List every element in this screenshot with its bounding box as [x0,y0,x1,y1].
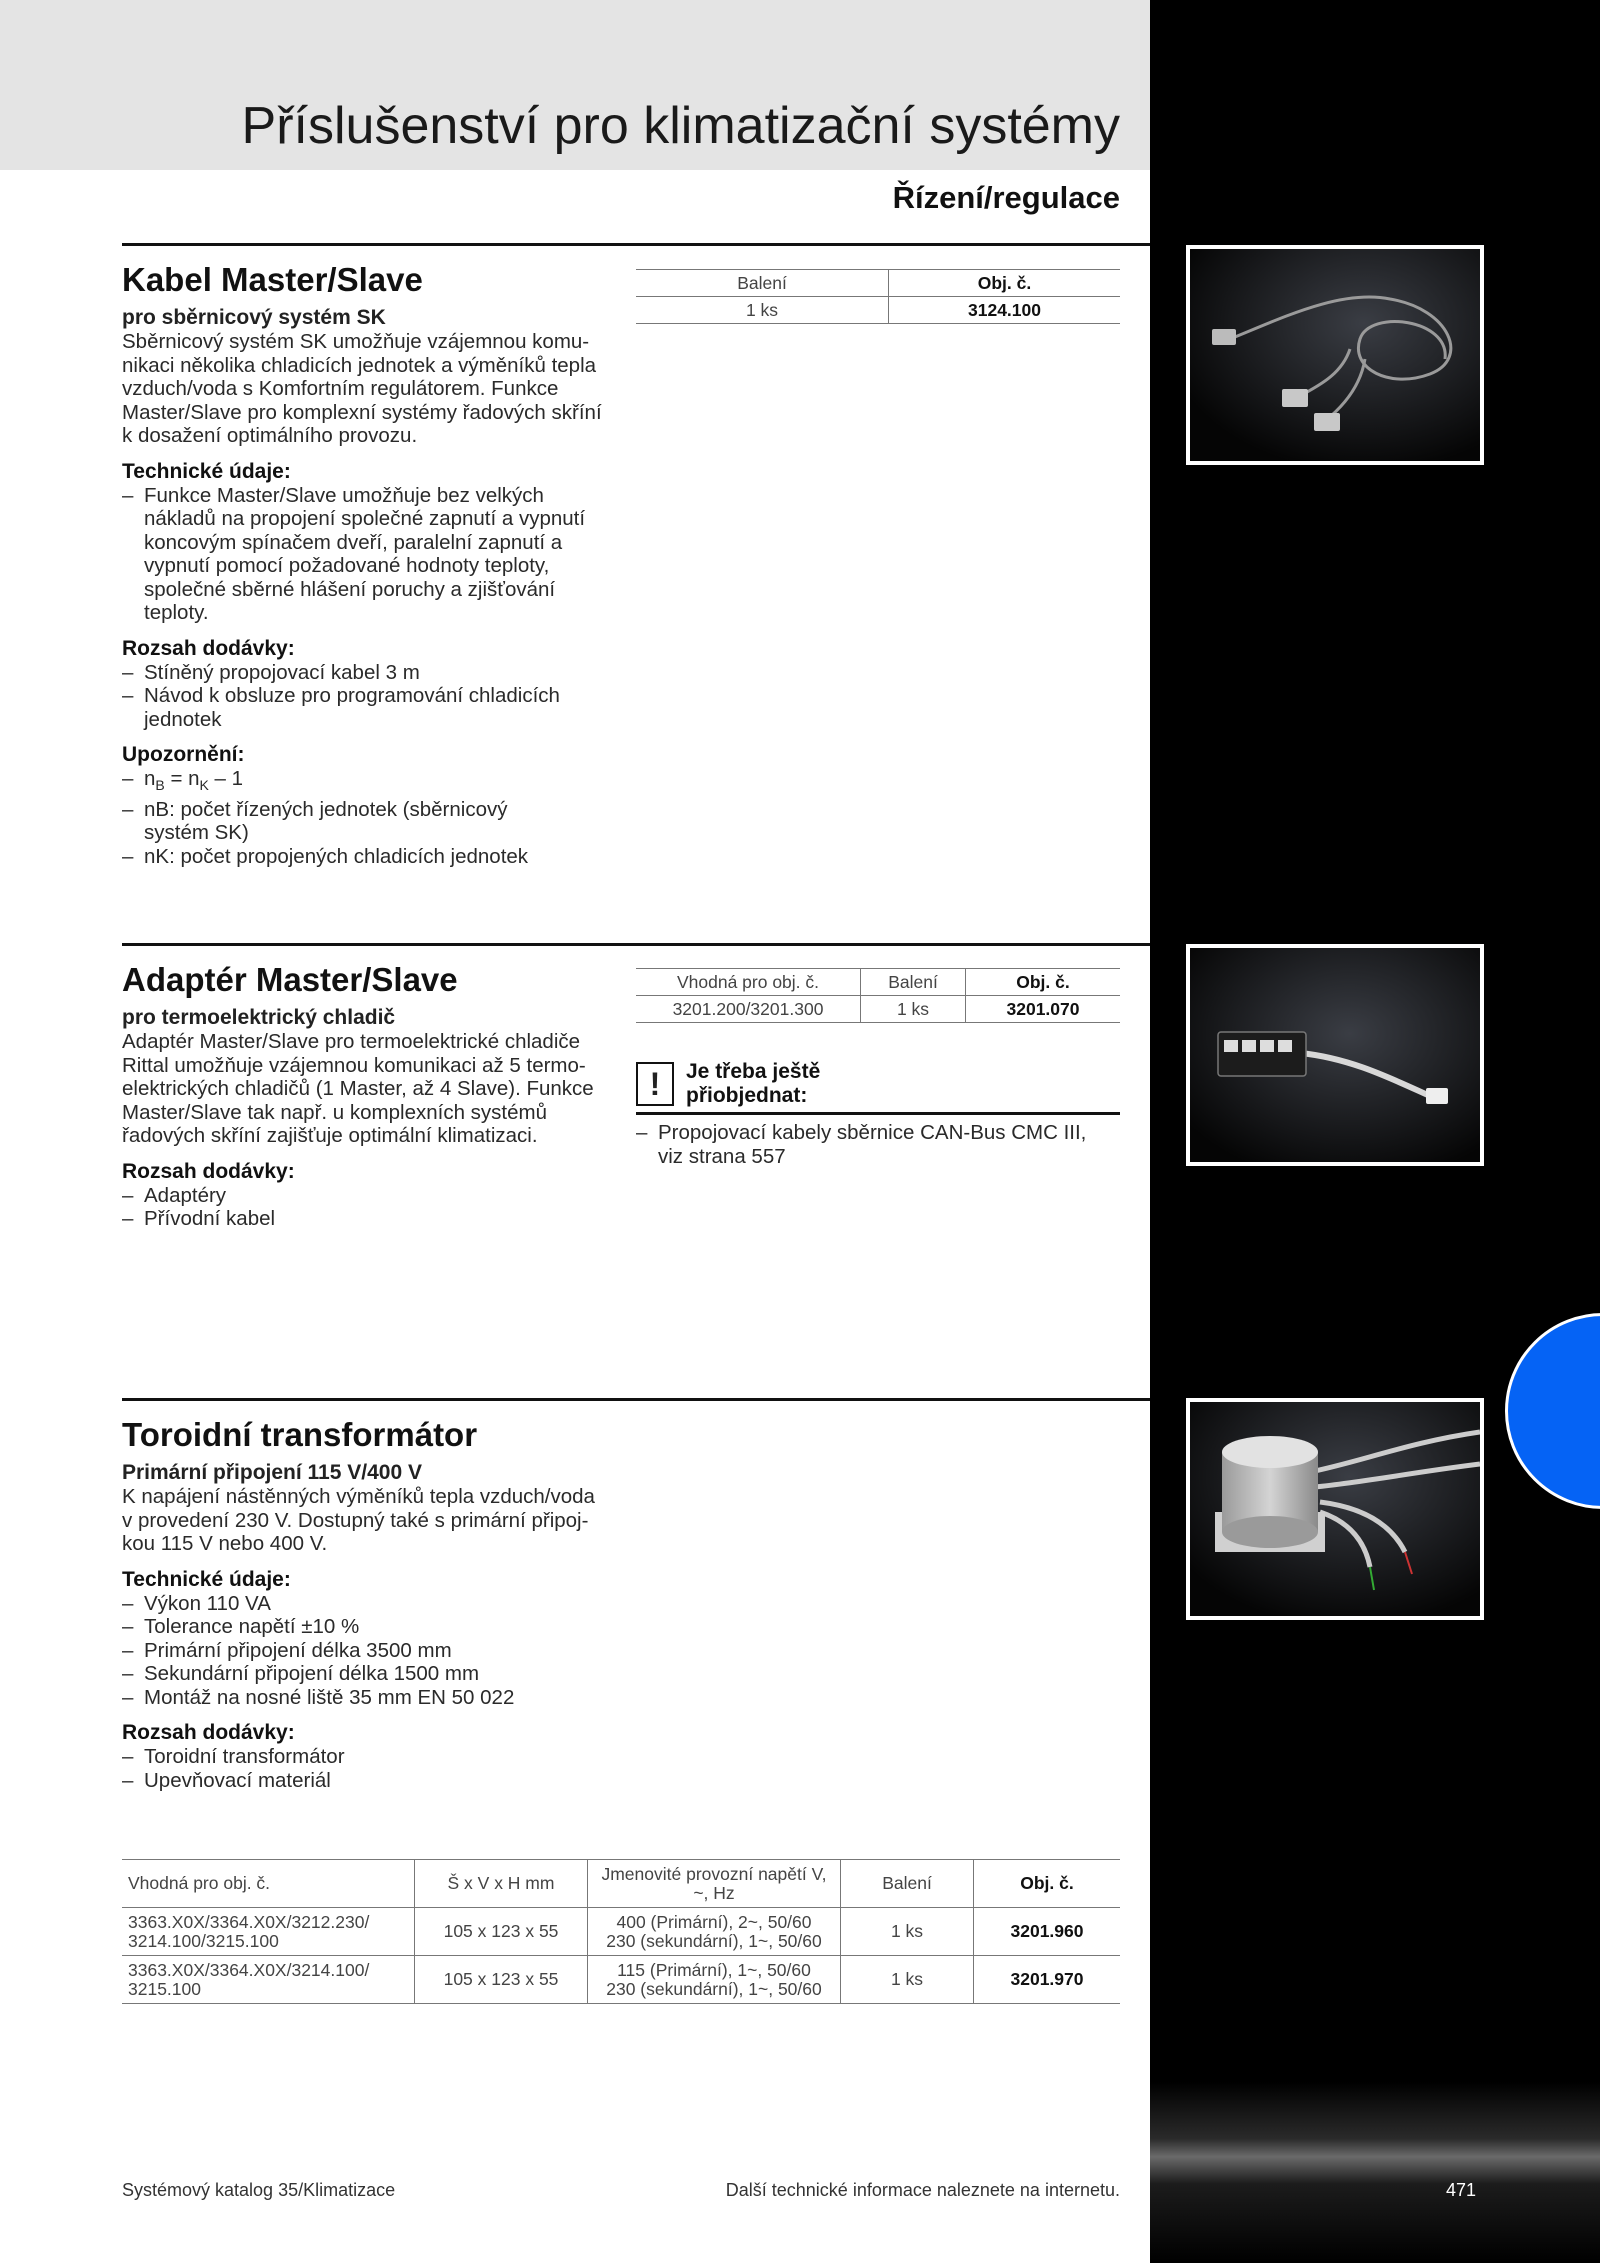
order-number: 3201.970 [974,1956,1121,2004]
note-list [122,767,612,868]
table-header: Obj. č. [974,1860,1121,1908]
section-subtitle: Primární připojení 115 V/400 V [122,1461,422,1484]
scope-heading: Rozsah dodávky: [122,1721,295,1744]
list-item: – Sekundární připojení délka 1500 mm [122,1662,622,1686]
table-header: Vhodná pro obj. č. [128,1873,271,1893]
table-cell: 3363.X0X/3364.X0X/3212.230/ 3214.100/3215.100 [128,1911,370,1951]
scope-list [122,1745,622,1792]
table-cell: 1 ks [841,1956,974,2004]
section-title: Adaptér Master/Slave [122,961,458,998]
scope-list [122,1184,622,1231]
section-title: Toroidní transformátor [122,1416,478,1453]
scope-heading: Rozsah dodávky: [122,636,295,660]
table-header: Balení [841,1860,974,1908]
product-photo-adapter [1186,944,1484,1166]
transformer-image [1190,1402,1480,1616]
page-subtitle: Řízení/regulace [892,180,1120,215]
note-heading: Upozornění: [122,743,245,766]
tech-list [122,484,612,625]
table-cell: 1 ks [745,299,779,320]
table-cell: 115 (Primární), 1~, 50/60 230 (sekundární), 1~, 50/60 [588,1956,841,2004]
table-header: Obj. č. [966,969,1121,996]
table-cell: 3201.200/3201.300 [672,998,824,1019]
table-header: Obj. č. [889,270,1121,297]
list-item: – Výkon 110 VA [122,1592,622,1616]
list-item: – Montáž na nosné liště 35 mm EN 50 022 [122,1686,622,1710]
table-row [122,1956,1120,2004]
section-divider [122,1398,1150,1401]
product-photo-cable [1186,245,1484,465]
table-header: Š x V x H mm [415,1860,588,1908]
exclamation-icon: ! [636,1062,674,1106]
order-note-list [636,1121,1120,1168]
cable-image [1190,249,1480,461]
table-cell: 1 ks [861,996,966,1023]
section-subtitle: pro sběrnicový systém SK [122,306,386,329]
page-number: 471 [1446,2180,1477,2200]
section-divider [122,943,1150,946]
tech-list [122,1592,622,1710]
table-row [636,996,1120,1023]
section-kabel [122,260,612,868]
kabel-order-table [636,269,1120,324]
list-item: – Upevňovací materiál [122,1769,622,1793]
footer-catalog-name: Systémový katalog 35/Klimatizace [122,2180,396,2200]
tech-heading: Technické údaje: [122,1567,291,1591]
table-header: Balení [737,272,787,293]
section-adapter [122,960,622,1231]
table-cell: 400 (Primární), 2~, 50/60 230 (sekundární), 1~, 50/60 [588,1908,841,1956]
section-description: Sběrnicový systém SK umožňuje vzájemnou komu- nikaci několika chladicích jednotek a výměníků tepla vzduch/voda s Komfortním regulátorem. Funkce Master/Slave pro komplexní systémy řadových skříní k dosažení optimálního provozu. [122,330,602,447]
list-item: – Primární připojení délka 3500 mm [122,1639,622,1663]
order-number: 3201.960 [974,1908,1121,1956]
trafo-order-table [122,1859,1120,2004]
list-item: – Propojovací kabely sběrnice CAN-Bus CMC III, viz strana 557 [636,1121,1120,1168]
table-header: Jmenovité provozní napětí V, ~, Hz [588,1860,841,1908]
section-divider [122,243,1150,246]
list-item: – Funkce Master/Slave umožňuje bez velkých nákladů na propojení společné zapnutí a vypnutí koncovým spínačem dveří, paralelní zapnutí a vypnutí pomocí požadované hodnoty teploty, společné sběrné hlášení poruchy a zjišťování teploty. [122,484,612,625]
table-row [636,297,1120,324]
table-cell: 105 x 123 x 55 [415,1956,588,2004]
order-number: 3124.100 [889,297,1121,324]
order-note [636,1060,1120,1168]
list-item: – Toroidní transformátor [122,1745,622,1769]
list-item: – Tolerance napětí ±10 % [122,1615,622,1639]
table-cell: 105 x 123 x 55 [415,1908,588,1956]
list-item: – nB: počet řízených jednotek (sběrnicový systém SK) [122,798,612,845]
note-formula: – $n_B = n_K - 1$ [122,767,612,798]
table-header: Balení [861,969,966,996]
page-title: Příslušenství pro klimatizační systémy [241,97,1120,155]
scope-list [122,661,612,732]
adapter-order-table [636,968,1120,1023]
list-item: – Stíněný propojovací kabel 3 m [122,661,612,685]
section-trafo [122,1415,622,1792]
section-description: K napájení nástěnných výměníků tepla vzduch/voda v provedení 230 V. Dostupný také s primární připoj- kou 115 V nebo 400 V. [122,1485,595,1555]
footer-info: Další technické informace naleznete na internetu. [725,2180,1120,2200]
section-description: Adaptér Master/Slave pro termoelektrické chladiče Rittal umožňuje vzájemnou komunikaci až 5 termo- elektrických chladičů (1 Master, až 4 Slave). Funkce Master/Slave tak např. u komplexních systémů řadových skříní zajišťuje optimální klimatizaci. [122,1030,594,1147]
table-row [122,1908,1120,1956]
scope-heading: Rozsah dodávky: [122,1159,295,1183]
adapter-image [1190,948,1480,1162]
section-title: Kabel Master/Slave [122,261,423,298]
table-cell: 1 ks [841,1908,974,1956]
order-note-heading: Je třeba ještě přiobjednat: [686,1060,821,1107]
order-number: 3201.070 [966,996,1121,1023]
table-header: Vhodná pro obj. č. [676,971,820,992]
table-cell: 3363.X0X/3364.X0X/3214.100/ 3215.100 [128,1959,370,1999]
list-item: – Návod k obsluze pro programování chladicích jednotek [122,684,612,731]
list-item: – Adaptéry [122,1184,622,1208]
tech-heading: Technické údaje: [122,459,291,483]
list-item: – Přívodní kabel [122,1207,622,1231]
section-subtitle: pro termoelektrický chladič [122,1006,396,1029]
product-photo-transformer [1186,1398,1484,1620]
list-item: – nK: počet propojených chladicích jednotek [122,845,612,869]
